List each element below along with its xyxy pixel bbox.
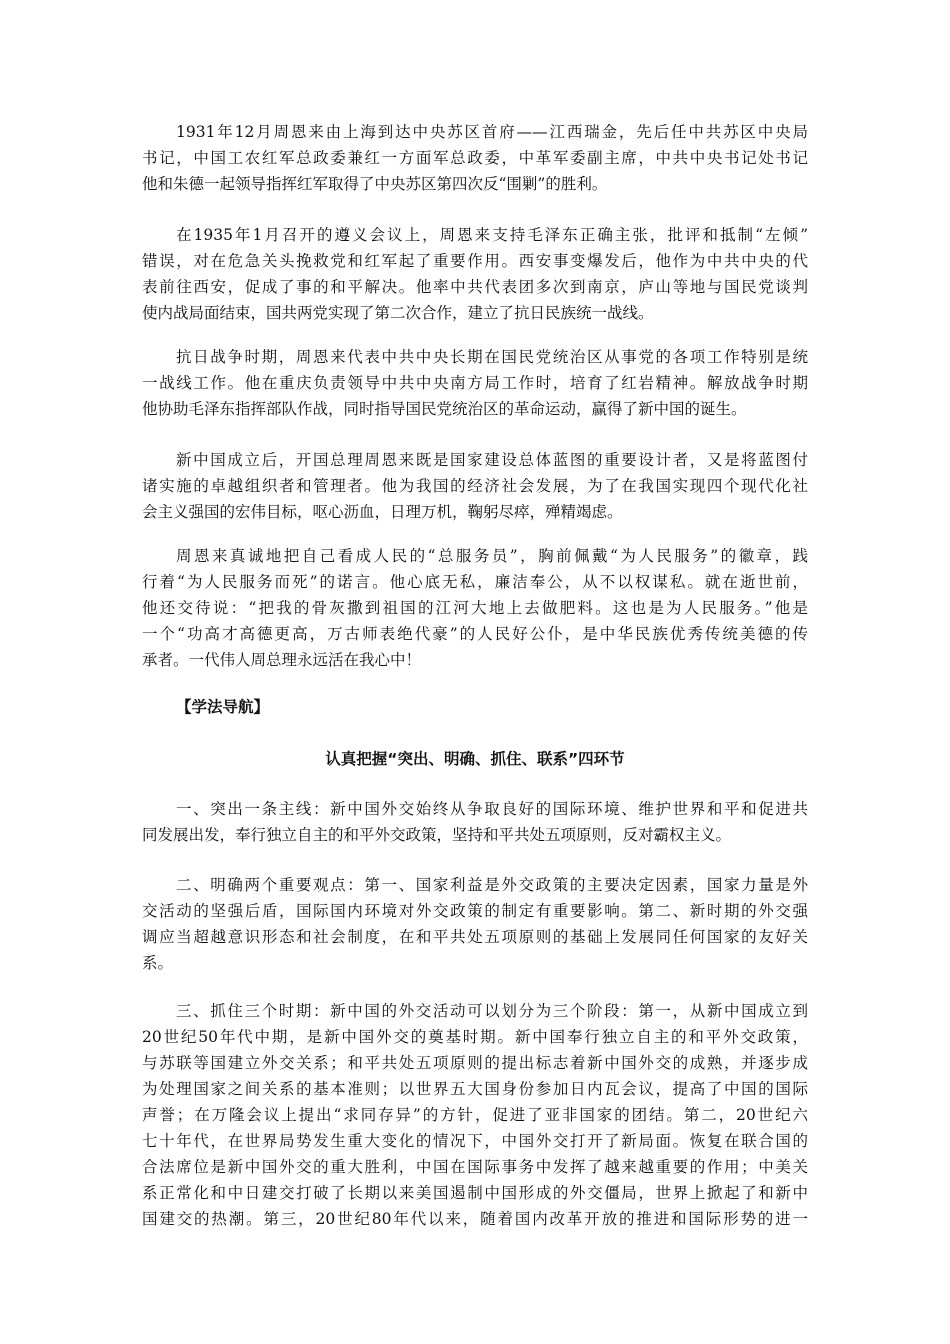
paragraph-2	[142, 222, 808, 326]
text-line: 国建交的热潮。第三，20世纪80年代以来，随着国内改革开放的推进和国际形势的进一	[142, 1210, 808, 1228]
text-line: 系。	[142, 954, 174, 972]
section-heading: 【学法导航】	[176, 698, 270, 716]
text-line: 一战线工作。他在重庆负责领导中共中央南方局工作时，培育了红岩精神。解放战争时期	[142, 374, 808, 392]
text-line: 调应当超越意识形态和社会制度，在和平共处五项原则的基础上发展同任何国家的友好关	[142, 928, 808, 946]
paragraph-4	[142, 447, 808, 525]
text-line: 抗日战争时期，周恩来代表中共中央长期在国民党统治区从事党的各项工作特别是统	[176, 348, 808, 366]
text-line: 与苏联等国建立外交关系；和平共处五项原则的提出标志着新中国外交的成熟，并逐步成	[142, 1054, 808, 1072]
text-line: 错误，对在危急关头挽救党和红军起了重要作用。西安事变爆发后，他作为中共中央的代	[142, 252, 808, 270]
paragraph-3	[142, 344, 808, 422]
text-line: 书记，中国工农红军总政委兼红一方面军总政委，中革军委副主席，中共中央书记处书记	[142, 149, 808, 167]
text-line: 表前往西安，促成了事的和平解决。他率中共代表团多次到南京，庐山等地与国民党谈判	[142, 278, 808, 296]
text-line: 系正常化和中日建交打破了长期以来美国遏制中国形成的外交僵局，世界上掀起了和新中	[142, 1184, 808, 1202]
text-line: 在1935年1月召开的遵义会议上，周恩来支持毛泽东正确主张，批评和抵制“左倾”	[176, 226, 808, 244]
text-line: 他和朱德一起领导指挥红军取得了中央苏区第四次反“围剿”的胜利。	[142, 175, 608, 193]
text-line: 20世纪50年代中期，是新中国外交的奠基时期。新中国奉行独立自主的和平外交政策，	[142, 1028, 808, 1046]
text-line: 新中国成立后，开国总理周恩来既是国家建设总体蓝图的重要设计者，又是将蓝图付	[176, 451, 808, 469]
text-line: 为处理国家之间关系的基本准则；以世界五大国身份参加日内瓦会议，提高了中国的国际	[142, 1080, 808, 1098]
text-line: 使内战局面结束，国共两党实现了第二次合作，建立了抗日民族统一战线。	[142, 304, 654, 322]
section-subheading: 认真把握“突出、明确、抓住、联系”四环节	[325, 750, 625, 768]
paragraph-8	[142, 998, 808, 1232]
text-line: 同发展出发，奉行独立自主的和平外交政策，坚持和平共处五项原则，反对霸权主义。	[142, 826, 732, 844]
text-line: 一、突出一条主线：新中国外交始终从争取良好的国际环境、维护世界和平和促进共	[176, 800, 808, 818]
text-line: 他还交待说：“把我的骨灰撒到祖国的江河大地上去做肥料。这也是为人民服务。”他是	[142, 599, 808, 617]
paragraph-1	[142, 119, 808, 197]
text-line: 会主义强国的宏伟目标，呕心沥血，日理万机，鞠躬尽瘁，殚精竭虑。	[142, 503, 623, 521]
text-line: 承者。一代伟人周总理永远活在我心中！	[142, 651, 422, 669]
paragraph-5	[142, 543, 808, 673]
text-line: 七十年代，在世界局势发生重大变化的情况下，中国外交打开了新局面。恢复在联合国的	[142, 1132, 808, 1150]
text-line: 交活动的坚强后盾，国际国内环境对外交政策的制定有重要影响。第二、新时期的外交强	[142, 902, 808, 920]
text-line: 1931年12月周恩来由上海到达中央苏区首府——江西瑞金，先后任中共苏区中央局	[176, 123, 808, 141]
text-line: 周恩来真诚地把自己看成人民的“总服务员”，胸前佩戴“为人民服务”的徽章，践	[176, 547, 808, 565]
text-line: 行着“为人民服务而死”的诺言。他心底无私，廉洁奉公，从不以权谋私。就在逝世前，	[142, 573, 808, 591]
text-line: 声誉；在万隆会议上提出“求同存异”的方针，促进了亚非国家的团结。第二，20世纪六	[142, 1106, 808, 1124]
text-line: 诸实施的卓越组织者和管理者。他为我国的经济社会发展，为了在我国实现四个现代化社	[142, 477, 808, 495]
text-line: 一个“功高才高德更高，万古师表绝代豪”的人民好公仆，是中华民族优秀传统美德的传	[142, 625, 808, 643]
text-line: 三、抓住三个时期：新中国的外交活动可以划分为三个阶段：第一，从新中国成立到	[176, 1002, 808, 1020]
paragraph-7	[142, 872, 808, 976]
paragraph-6	[142, 796, 808, 848]
text-line: 他协助毛泽东指挥部队作战，同时指导国民党统治区的革命运动，赢得了新中国的诞生。	[142, 400, 747, 418]
text-line: 合法席位是新中国外交的重大胜利，中国在国际事务中发挥了越来越重要的作用；中美关	[142, 1158, 808, 1176]
text-line: 二、明确两个重要观点：第一、国家利益是外交政策的主要决定因素，国家力量是外	[176, 876, 808, 894]
